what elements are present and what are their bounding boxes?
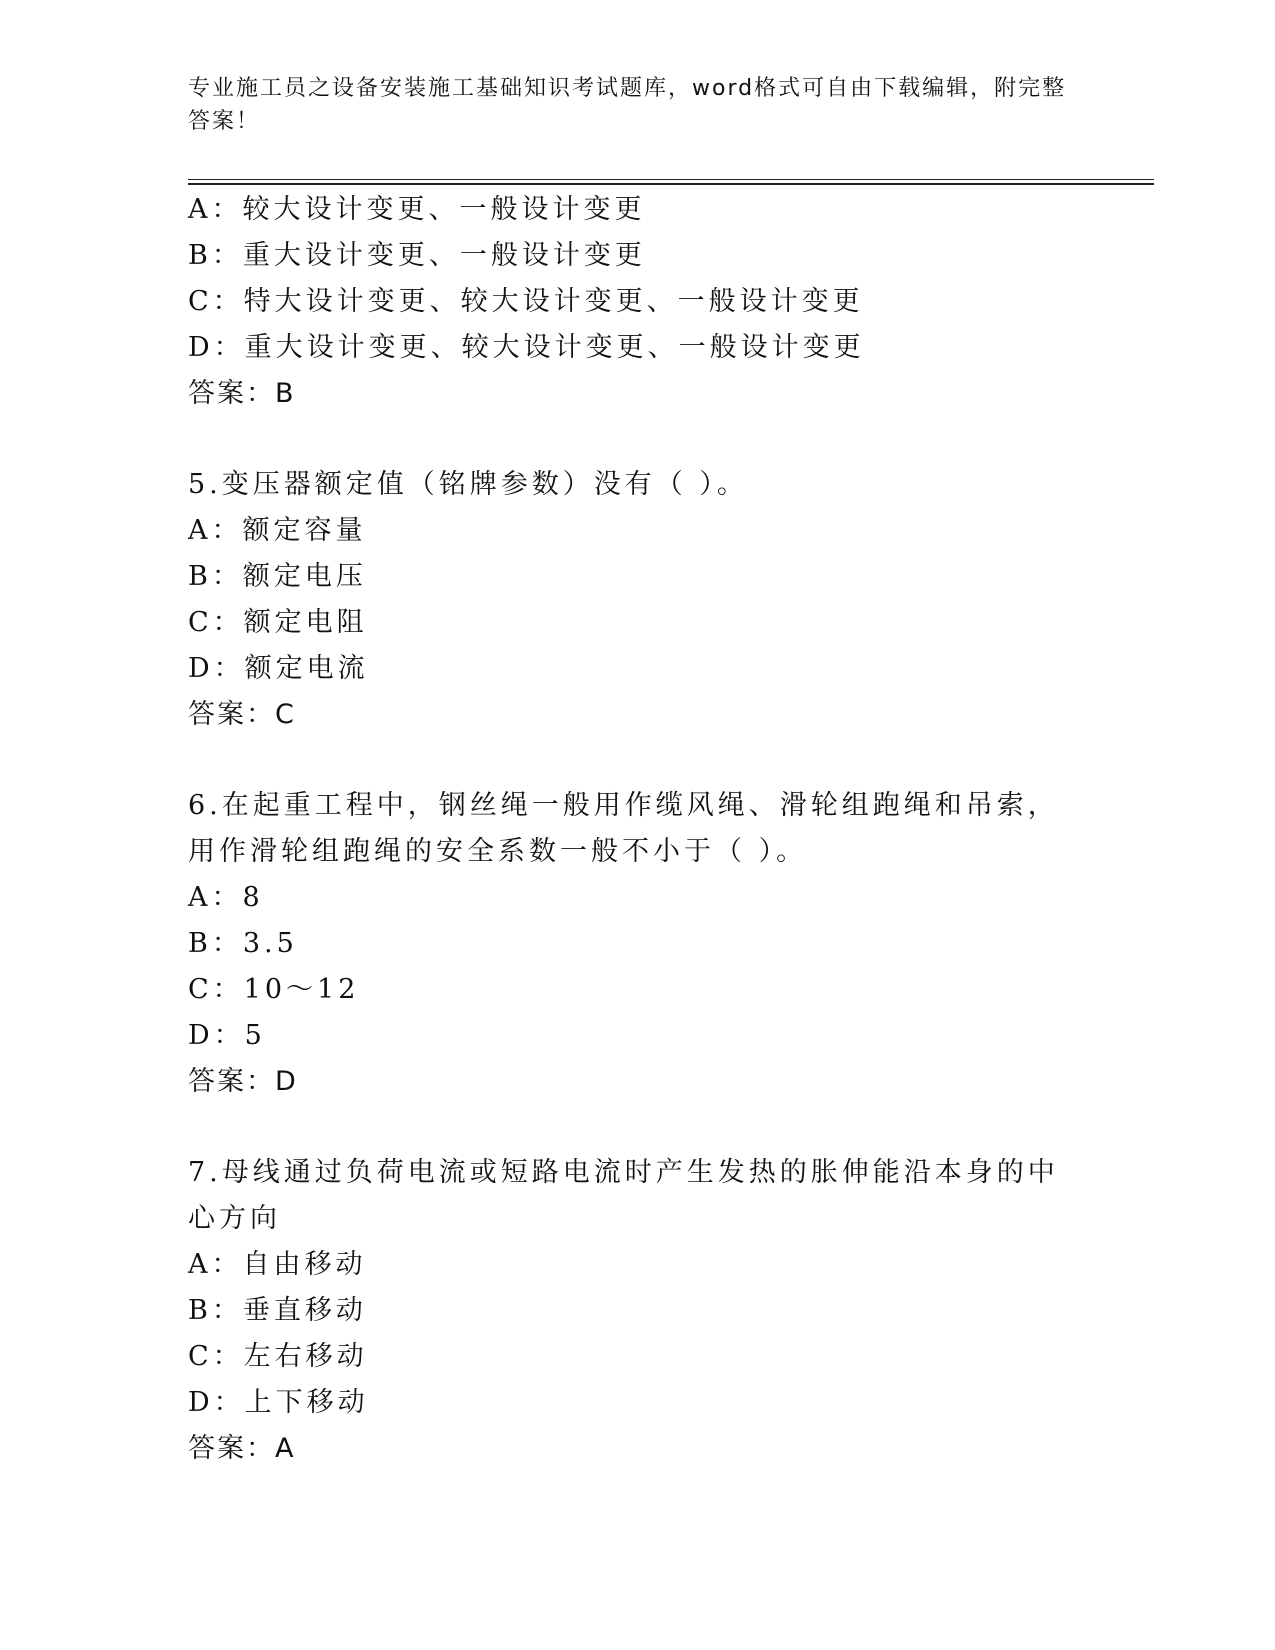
q6-option-c: C：10～12 [188,974,360,1005]
q5-answer: 答案：C [188,699,296,730]
question-block-5 [188,462,1068,738]
q5-option-c: C：额定电阻 [188,607,368,638]
q5-question-text: 5.变压器额定值（铭牌参数）没有（ ）。 [188,469,748,500]
header-divider-thin [188,179,1154,180]
q4-answer: 答案：B [188,378,296,409]
question-content [188,187,1068,1517]
q7-answer: 答案：A [188,1433,296,1464]
q5-option-b: B：额定电压 [188,561,367,592]
q6-option-a: A：8 [188,882,264,913]
q5-option-d: D：额定电流 [188,653,369,684]
q6-question-text: 6.在起重工程中，钢丝绳一般用作缆风绳、滑轮组跑绳和吊索，用作滑轮组跑绳的安全系数一般不小于（ ）。 [188,790,1059,867]
q7-option-d: D：上下移动 [188,1387,369,1418]
q4-option-c: C：特大设计变更、较大设计变更、一般设计变更 [188,286,864,317]
q7-option-b: B：垂直移动 [188,1295,367,1326]
q7-option-a: A：自由移动 [188,1249,367,1280]
q4-option-b: B：重大设计变更、一般设计变更 [188,240,646,271]
q4-option-d: D：重大设计变更、较大设计变更、一般设计变更 [188,332,865,363]
q6-option-d: D：5 [188,1020,266,1051]
q7-option-c: C：左右移动 [188,1341,368,1372]
question-block-7 [188,1150,1068,1472]
q7-question-text: 7.母线通过负荷电流或短路电流时产生发热的胀伸能沿本身的中心方向 [188,1157,1059,1234]
document-header-title: 专业施工员之设备安装施工基础知识考试题库，word格式可自由下载编辑，附完整答案！ [188,76,1067,134]
header-divider-thick [188,183,1154,185]
q4-option-a: A：较大设计变更、一般设计变更 [188,194,646,225]
q6-answer: 答案：D [188,1066,298,1097]
question-block-6 [188,783,1068,1105]
q5-option-a: A：额定容量 [188,515,367,546]
q6-option-b: B：3.5 [188,928,298,959]
question-block-4 [188,187,1068,417]
